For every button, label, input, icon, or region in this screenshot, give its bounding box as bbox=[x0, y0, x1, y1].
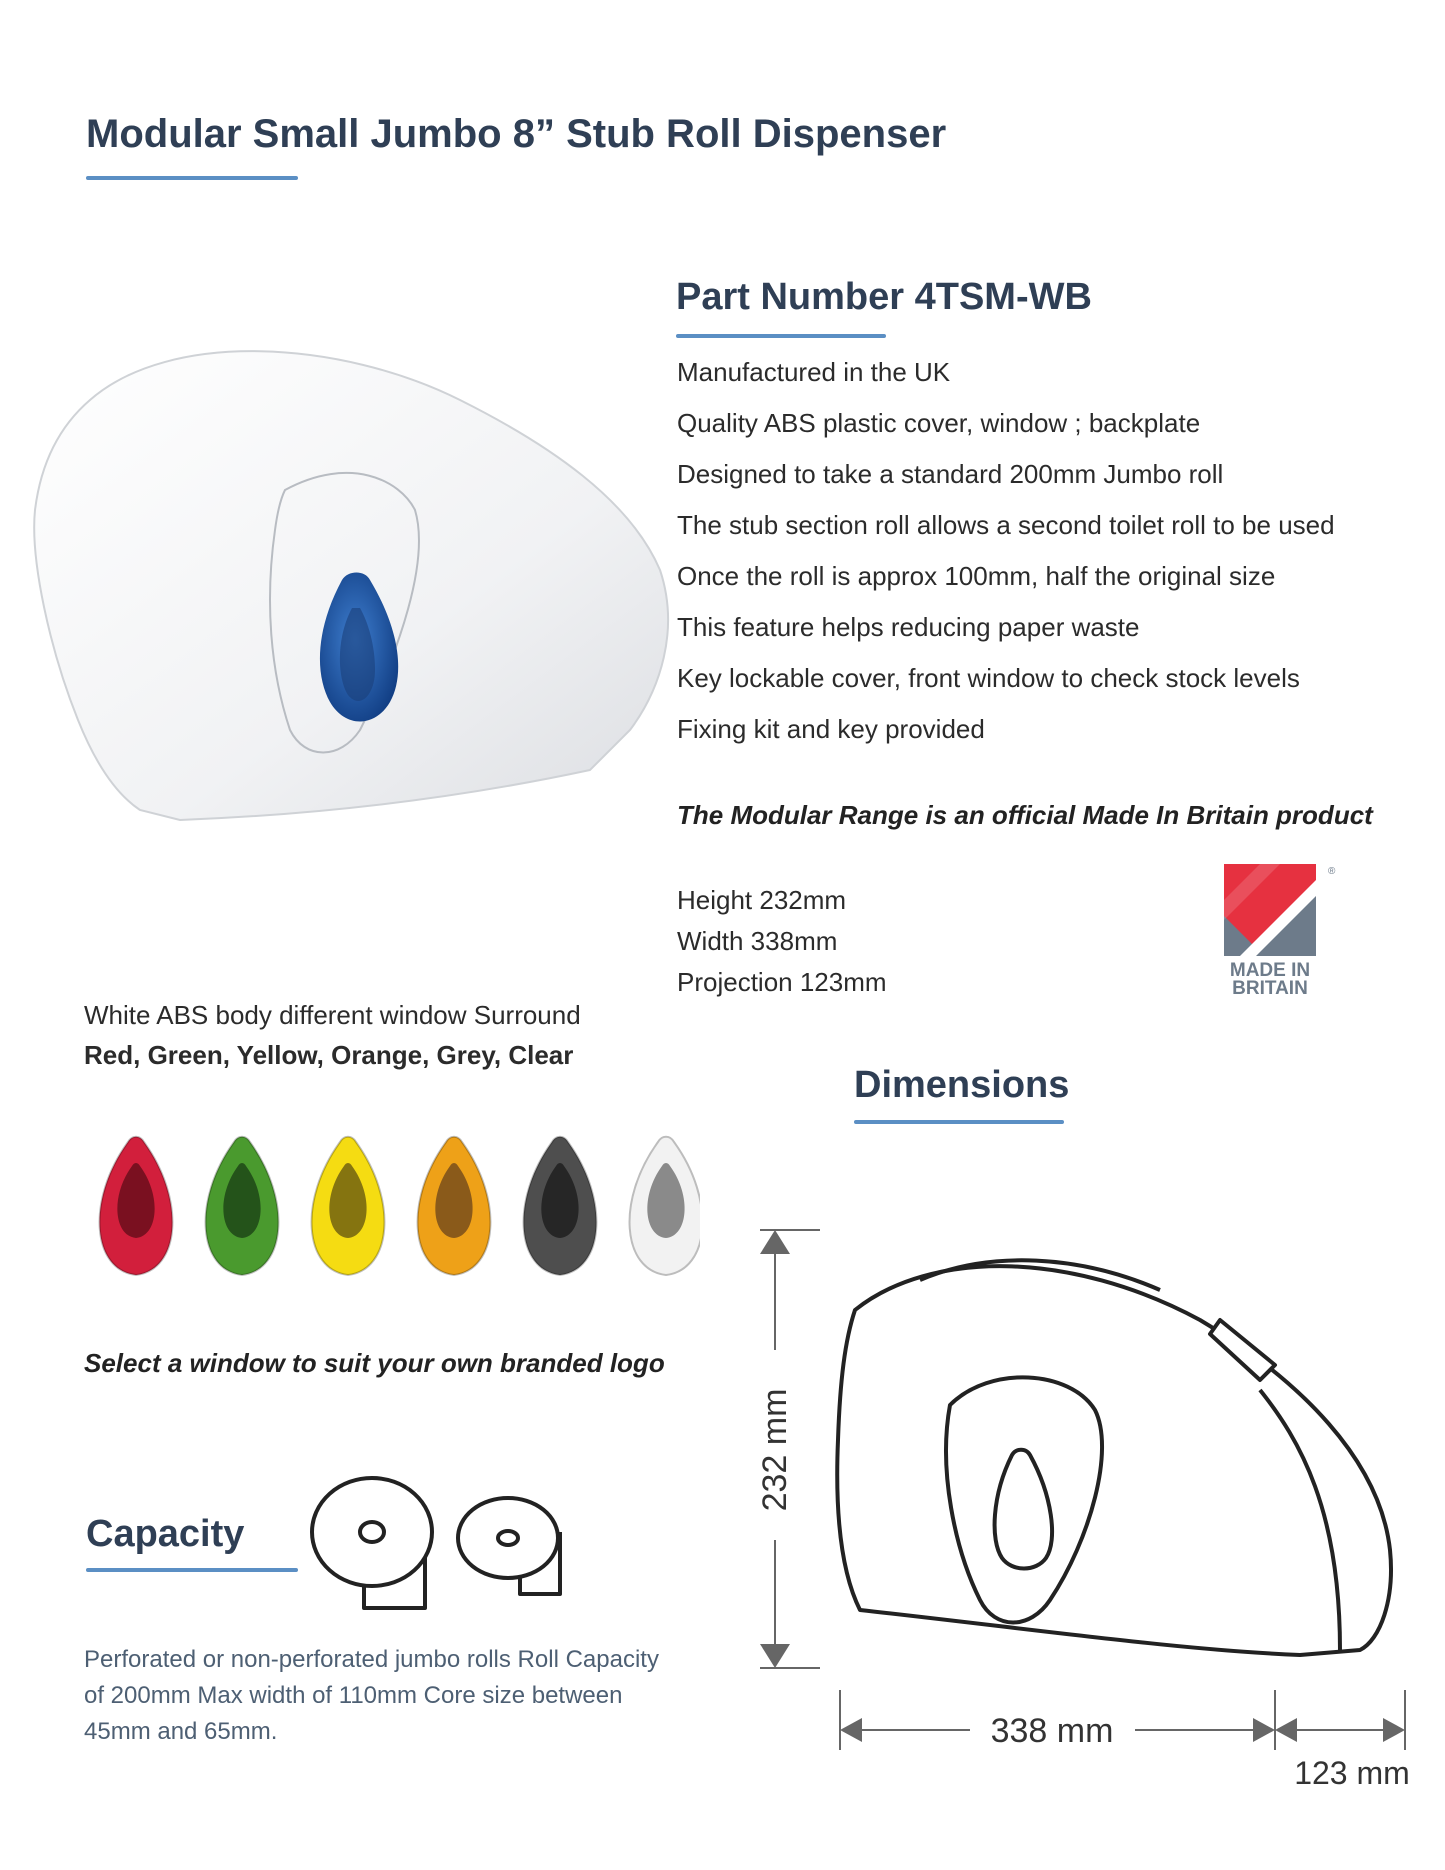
swatch-grey-icon bbox=[524, 1137, 597, 1275]
arrow-left-icon bbox=[840, 1718, 862, 1742]
logo-line-2: BRITAIN bbox=[1232, 978, 1308, 999]
list-item: Manufactured in the UK bbox=[677, 357, 951, 387]
projection-label: 123 mm bbox=[1294, 1755, 1410, 1791]
made-in-britain-logo bbox=[1220, 860, 1340, 1000]
list-item: This feature helps reducing paper waste bbox=[677, 612, 1140, 642]
swatch-clear-icon bbox=[630, 1137, 700, 1275]
arrow-up-icon bbox=[760, 1230, 790, 1254]
dimensions-diagram bbox=[740, 1210, 1440, 1810]
arrow-left-icon bbox=[1275, 1718, 1297, 1742]
arrow-right-icon bbox=[1383, 1718, 1405, 1742]
dimensions-underline bbox=[854, 1120, 1064, 1124]
window-swatches bbox=[80, 1130, 700, 1290]
capacity-underline bbox=[86, 1568, 298, 1572]
swatch-yellow-icon bbox=[312, 1137, 385, 1275]
surround-colors-label: Red, Green, Yellow, Orange, Grey, Clear bbox=[84, 1040, 574, 1070]
list-item: Designed to take a standard 200mm Jumbo roll bbox=[677, 459, 1224, 489]
title-underline bbox=[86, 176, 298, 180]
list-item: The stub section roll allows a second toilet roll to be used bbox=[677, 510, 1335, 540]
list-item: Fixing kit and key provided bbox=[677, 714, 985, 744]
capacity-heading: Capacity bbox=[86, 1513, 245, 1555]
list-item: Once the roll is approx 100mm, half the original size bbox=[677, 561, 1276, 591]
height-spec: Height 232mm bbox=[677, 885, 847, 915]
swatch-green-icon bbox=[206, 1137, 279, 1275]
projection-spec: Projection 123mm bbox=[677, 967, 887, 997]
width-spec: Width 338mm bbox=[677, 926, 838, 956]
page-title: Modular Small Jumbo 8” Stub Roll Dispenser bbox=[86, 112, 947, 156]
capacity-text: Perforated or non-perforated jumbo rolls Roll Capacity of 200mm Max width of 110mm Core size between 45mm and 65mm. bbox=[84, 1646, 659, 1745]
dimensions-heading: Dimensions bbox=[854, 1064, 1070, 1106]
surround-description: White ABS body different window Surround bbox=[84, 1000, 581, 1030]
feature-list bbox=[677, 350, 1377, 758]
part-number-underline bbox=[676, 334, 886, 338]
height-label: 232 mm bbox=[756, 1388, 794, 1512]
dimension-specs bbox=[677, 882, 887, 1005]
arrow-down-icon bbox=[760, 1644, 790, 1668]
made-in-britain-note: The Modular Range is an official Made In Britain product bbox=[677, 800, 1373, 830]
width-label: 338 mm bbox=[990, 1712, 1114, 1750]
product-image bbox=[30, 330, 670, 830]
arrow-right-icon bbox=[1253, 1718, 1275, 1742]
list-item: Quality ABS plastic cover, window ; backplate bbox=[677, 408, 1201, 438]
stub-roll-icon bbox=[458, 1498, 560, 1594]
logo-line-1: MADE IN bbox=[1229, 960, 1311, 981]
swatch-red-icon bbox=[100, 1137, 173, 1275]
dispenser-outline bbox=[837, 1260, 1391, 1655]
select-window-note: Select a window to suit your own branded logo bbox=[84, 1348, 665, 1378]
roll-icons bbox=[300, 1470, 580, 1620]
part-number: Part Number 4TSM-WB bbox=[676, 276, 1092, 318]
swatch-orange-icon bbox=[418, 1137, 491, 1275]
jumbo-roll-icon bbox=[312, 1478, 432, 1608]
logo-registered-mark: ® bbox=[1328, 866, 1336, 877]
list-item: Key lockable cover, front window to check stock levels bbox=[677, 663, 1300, 693]
